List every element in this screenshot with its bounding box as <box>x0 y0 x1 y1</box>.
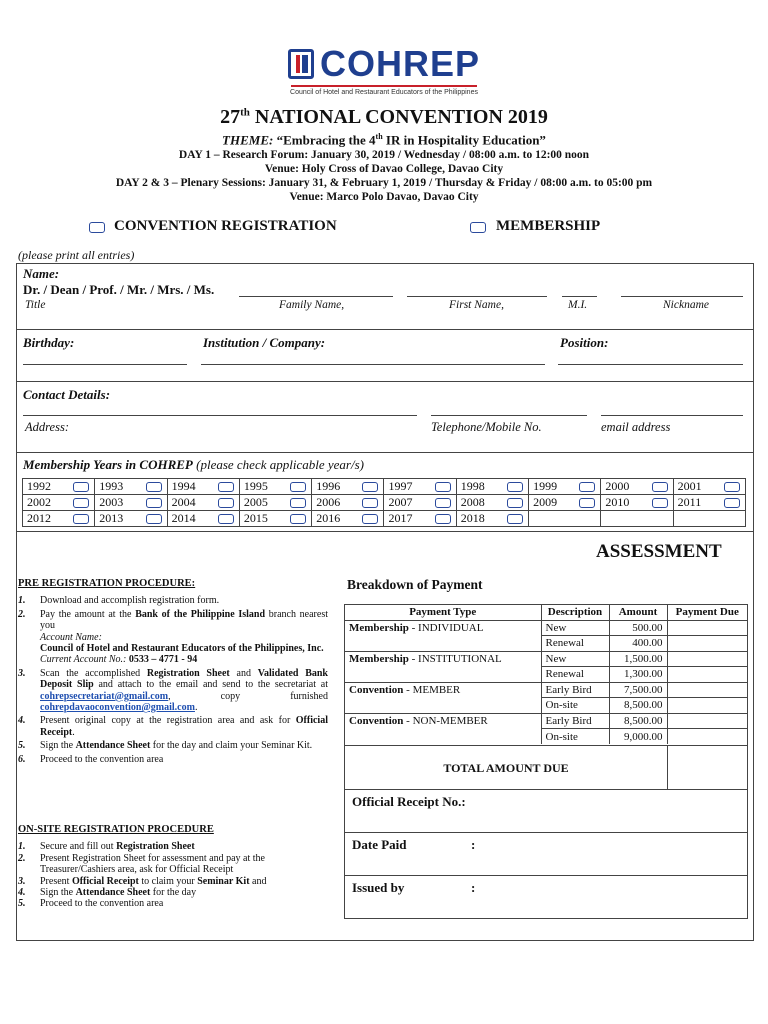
pre-registration-procedure <box>18 578 328 767</box>
print-note: (please print all entries) <box>18 248 135 262</box>
years-row <box>23 479 746 495</box>
payment-due-cell[interactable] <box>667 651 747 667</box>
year-label: 1997 <box>388 479 413 493</box>
account-no: 0533 – 4771 - 94 <box>126 654 198 666</box>
institution-label: Institution / Company: <box>203 335 326 350</box>
year-checkbox[interactable] <box>579 498 595 508</box>
step-text: branch nearest you <box>40 608 328 632</box>
year-label: 2010 <box>605 495 630 509</box>
step-number: 2. <box>18 608 26 620</box>
header-payment-type: Payment Type <box>345 605 541 620</box>
breakdown-of-payment-title: Breakdown of Payment <box>347 577 483 592</box>
birthday-label: Birthday: <box>23 335 75 350</box>
payment-description-cell: On-site <box>541 698 609 714</box>
membership-years-title: Membership Years in COHREP <box>23 457 193 472</box>
year-cell[interactable] <box>95 479 167 495</box>
step-text: Download and accomplish registration form. <box>40 595 220 607</box>
institution-field[interactable] <box>201 364 545 365</box>
pre-registration-title: PRE REGISTRATION PROCEDURE: <box>18 578 196 589</box>
step-bold: Registration Sheet <box>146 667 230 679</box>
payment-header-row <box>345 605 747 620</box>
divider <box>17 452 753 453</box>
payment-description-cell: Renewal <box>541 636 609 652</box>
year-checkbox[interactable] <box>507 514 523 524</box>
payment-row <box>345 729 747 745</box>
convention-email-link[interactable]: cohrepdavaoconvention@gmail.com <box>40 702 195 714</box>
step-text: . <box>72 726 75 738</box>
step-text: Scan the accomplished <box>40 667 147 679</box>
payment-due-cell[interactable] <box>667 729 747 745</box>
nickname-caption: Nickname <box>663 299 709 311</box>
year-cell[interactable] <box>601 479 673 495</box>
payment-type-category: Membership <box>349 622 409 634</box>
step-bold: Attendance Sheet <box>75 740 151 752</box>
pre-step-5 <box>18 740 328 751</box>
step-number: 4. <box>18 887 26 899</box>
year-label: 2015 <box>243 511 268 525</box>
onsite-step-4 <box>18 887 328 898</box>
year-label: 2006 <box>316 495 341 509</box>
year-checkbox[interactable] <box>507 498 523 508</box>
membership-years-table <box>22 478 746 527</box>
membership-label: MEMBERSHIP <box>496 218 601 234</box>
year-cell[interactable] <box>95 511 167 527</box>
salutation-options: Dr. / Dean / Prof. / Mr. / Mrs. / Ms. <box>23 282 215 297</box>
payment-type-cell <box>345 713 541 729</box>
email-caption: email address <box>601 420 671 434</box>
issued-by-label: Issued by <box>352 880 405 895</box>
header-description: Description <box>541 605 609 620</box>
year-label: 2016 <box>316 511 341 525</box>
year-checkbox[interactable] <box>724 498 740 508</box>
pre-step-4 <box>18 715 328 738</box>
year-cell[interactable] <box>673 479 745 495</box>
year-checkbox[interactable] <box>435 482 451 492</box>
year-cell[interactable] <box>23 495 95 511</box>
step-text: Secure and fill out <box>40 841 117 853</box>
year-checkbox[interactable] <box>652 482 668 492</box>
address-caption: Address: <box>25 420 69 434</box>
payment-description-cell: New <box>541 651 609 667</box>
payment-table <box>345 605 747 744</box>
membership-checkbox[interactable] <box>470 222 486 233</box>
day1-schedule: DAY 1 – Research Forum: January 30, 2019 / Wednesday / 08:00 a.m. to 12:00 noon <box>178 149 590 162</box>
year-label: 2017 <box>388 511 413 525</box>
step-text: for the day <box>150 887 197 899</box>
mi-field[interactable] <box>562 296 597 297</box>
onsite-step-3 <box>18 876 328 887</box>
theme-text-b: IR in Hospitality Education” <box>382 132 546 148</box>
payment-amount-cell: 7,500.00 <box>609 682 667 698</box>
logo-underline <box>291 85 477 87</box>
step-number: 6. <box>18 753 26 765</box>
payment-amount-cell: 8,500.00 <box>609 713 667 729</box>
step-text: Proceed to the convention area <box>40 898 164 910</box>
years-row <box>23 495 746 511</box>
year-cell[interactable] <box>312 479 384 495</box>
step-number: 1. <box>18 841 26 853</box>
payment-type-category: Convention <box>349 684 404 696</box>
step-text: , copy furnished <box>168 690 328 702</box>
title-suffix: th <box>240 106 250 119</box>
year-label: 2007 <box>388 495 413 509</box>
year-checkbox[interactable] <box>652 498 668 508</box>
onsite-step-5 <box>18 898 328 909</box>
telephone-field[interactable] <box>431 415 587 416</box>
date-paid-colon: : <box>471 837 476 852</box>
payment-due-cell[interactable] <box>667 667 747 683</box>
assessment-title: ASSESSMENT <box>596 541 722 562</box>
payment-type-subtype: - MEMBER <box>403 684 461 696</box>
payment-type-cell <box>345 667 541 683</box>
year-label: 2001 <box>677 479 702 493</box>
payment-type-subtype: - INSTITUTIONAL <box>408 653 502 665</box>
year-label: 1992 <box>27 479 51 493</box>
document-header <box>0 44 768 204</box>
onsite-step-2 <box>18 853 328 876</box>
payment-amount-cell: 8,500.00 <box>609 698 667 714</box>
year-cell <box>601 511 673 527</box>
year-label: 2005 <box>243 495 268 509</box>
year-checkbox[interactable] <box>290 482 306 492</box>
official-receipt-row[interactable] <box>345 789 747 832</box>
theme-text-a: “Embracing the 4 <box>273 132 376 148</box>
year-cell[interactable] <box>384 495 456 511</box>
convention-theme <box>0 132 768 148</box>
payment-type-cell <box>345 729 541 745</box>
year-label: 1996 <box>316 479 341 493</box>
first-name-caption: First Name, <box>449 299 504 311</box>
step-number: 1. <box>18 595 26 607</box>
position-label: Position: <box>560 335 609 350</box>
header-amount: Amount <box>609 605 667 620</box>
year-label: 2008 <box>460 495 485 509</box>
year-label: 2004 <box>171 495 196 509</box>
payment-type-subtype: - NON-MEMBER <box>403 715 488 727</box>
year-checkbox[interactable] <box>362 514 378 524</box>
year-cell[interactable] <box>239 479 311 495</box>
year-label: 2002 <box>27 495 51 509</box>
payment-due-cell[interactable] <box>667 620 747 636</box>
header-payment-due: Payment Due <box>667 605 747 620</box>
payment-row <box>345 682 747 698</box>
official-receipt-label: Official Receipt No.: <box>352 794 466 809</box>
registration-type-row <box>0 218 768 238</box>
first-name-field[interactable] <box>407 296 547 297</box>
step-number: 3. <box>18 667 26 679</box>
payment-row <box>345 667 747 683</box>
payment-type-category: Convention <box>349 715 404 727</box>
membership-years-note: (please check applicable year/s) <box>192 457 364 472</box>
year-cell[interactable] <box>384 479 456 495</box>
year-cell[interactable] <box>456 511 528 527</box>
step-text: Sign the <box>40 740 76 752</box>
year-checkbox[interactable] <box>724 482 740 492</box>
years-row <box>23 511 746 527</box>
family-name-caption: Family Name, <box>279 299 345 311</box>
step-number: 4. <box>18 715 26 727</box>
mi-caption: M.I. <box>568 299 588 311</box>
payment-description-cell: New <box>541 620 609 636</box>
year-label: 2009 <box>533 495 558 509</box>
payment-row <box>345 651 747 667</box>
year-cell[interactable] <box>239 511 311 527</box>
divider <box>667 746 668 790</box>
date-paid-row[interactable] <box>345 832 747 875</box>
convention-registration-checkbox[interactable] <box>89 222 105 233</box>
onsite-registration-procedure <box>18 824 328 910</box>
issued-by-colon: : <box>471 880 476 895</box>
year-checkbox[interactable] <box>290 498 306 508</box>
year-checkbox[interactable] <box>218 482 234 492</box>
payment-description-cell: On-site <box>541 729 609 745</box>
step-text: Present original copy at the registration area and ask for <box>40 715 296 727</box>
step-text: Present <box>40 875 72 887</box>
year-cell[interactable] <box>95 495 167 511</box>
payment-type-cell <box>345 698 541 714</box>
divider <box>17 531 753 532</box>
step-bold: Official Receipt <box>71 875 139 887</box>
year-cell[interactable] <box>167 479 239 495</box>
step-text: . <box>194 702 198 714</box>
year-cell[interactable] <box>529 479 601 495</box>
account-no-label: Current Account No.: <box>40 654 127 666</box>
year-cell[interactable] <box>239 495 311 511</box>
year-checkbox[interactable] <box>362 482 378 492</box>
step-text: Pay the amount at the <box>40 608 136 620</box>
step-text: Sign the <box>40 887 76 899</box>
year-cell <box>529 511 601 527</box>
step-bold: Seminar Kit <box>197 875 250 887</box>
day23-schedule: DAY 2 & 3 – Plenary Sessions: January 31, & February 1, 2019 / Thursday & Friday / 08:00 a.m. to 05:00 pm <box>115 177 653 190</box>
nickname-field[interactable] <box>621 296 743 297</box>
membership-years-label <box>23 457 364 473</box>
year-label: 2014 <box>171 511 196 525</box>
step-text: and <box>249 875 267 887</box>
payment-type-cell <box>345 651 541 667</box>
year-label: 1994 <box>171 479 196 493</box>
year-checkbox[interactable] <box>146 482 162 492</box>
step-text: Present Registration Sheet for assessment and pay at the Treasurer/Cashiers area, ask for Official Receipt <box>40 852 265 876</box>
year-checkbox[interactable] <box>435 514 451 524</box>
pre-step-6 <box>18 754 328 765</box>
payment-type-cell <box>345 620 541 636</box>
name-label: Name: <box>23 266 60 281</box>
year-checkbox[interactable] <box>73 498 89 508</box>
payment-description-cell: Renewal <box>541 667 609 683</box>
year-cell[interactable] <box>23 511 95 527</box>
year-checkbox[interactable] <box>146 514 162 524</box>
step-bold: Attendance Sheet <box>75 887 151 899</box>
theme-label: THEME: <box>222 132 274 148</box>
payment-amount-cell: 1,300.00 <box>609 667 667 683</box>
year-cell[interactable] <box>384 511 456 527</box>
year-checkbox[interactable] <box>73 514 89 524</box>
payment-box <box>344 604 748 919</box>
year-checkbox[interactable] <box>290 514 306 524</box>
pre-step-1 <box>18 595 328 606</box>
address-field[interactable] <box>23 415 417 416</box>
day23-venue: Venue: Marco Polo Davao, Davao City <box>289 191 479 204</box>
total-amount-row <box>345 745 747 789</box>
step-bold: Registration Sheet <box>116 841 195 853</box>
logo-text: COHREP <box>319 43 481 84</box>
divider <box>17 381 753 382</box>
divider <box>17 329 753 330</box>
title-caption: Title <box>25 299 46 311</box>
payment-row <box>345 713 747 729</box>
year-checkbox[interactable] <box>218 498 234 508</box>
cohrep-logo-icon <box>288 49 314 79</box>
year-checkbox[interactable] <box>218 514 234 524</box>
payment-amount-cell: 500.00 <box>609 620 667 636</box>
year-cell[interactable] <box>529 495 601 511</box>
onsite-registration-title: ON-SITE REGISTRATION PROCEDURE <box>18 824 214 835</box>
year-cell[interactable] <box>23 479 95 495</box>
step-text: and <box>229 667 258 679</box>
telephone-caption: Telephone/Mobile No. <box>431 420 542 434</box>
year-checkbox[interactable] <box>579 482 595 492</box>
date-paid-label: Date Paid <box>352 837 407 852</box>
payment-amount-cell: 9,000.00 <box>609 729 667 745</box>
year-checkbox[interactable] <box>73 482 89 492</box>
step-text: to claim your <box>138 875 198 887</box>
pre-step-3 <box>18 668 328 714</box>
payment-amount-cell: 1,500.00 <box>609 651 667 667</box>
logo-subtitle: Council of Hotel and Restaurant Educators of the Philippines <box>290 89 478 96</box>
total-amount-label: TOTAL AMOUNT DUE <box>443 761 569 775</box>
day1-venue: Venue: Holy Cross of Davao College, Davao City <box>264 163 504 176</box>
year-label: 1995 <box>243 479 268 493</box>
step-number: 5. <box>18 898 26 910</box>
title-text: NATIONAL CONVENTION 2019 <box>249 106 548 128</box>
payment-description-cell: Early Bird <box>541 713 609 729</box>
step-number: 3. <box>18 875 26 887</box>
payment-due-cell[interactable] <box>667 698 747 714</box>
payment-due-cell[interactable] <box>667 682 747 698</box>
year-label: 2003 <box>99 495 124 509</box>
year-label: 2000 <box>605 479 630 493</box>
payment-description-cell: Early Bird <box>541 682 609 698</box>
theme-suffix: th <box>375 132 383 141</box>
year-checkbox[interactable] <box>435 498 451 508</box>
account-name: Council of Hotel and Restaurant Educators of the Philippines, Inc. <box>40 643 324 655</box>
year-label: 1998 <box>460 479 485 493</box>
step-bold: Official Receipt <box>40 715 328 738</box>
contact-details-label: Contact Details: <box>23 387 111 402</box>
year-cell[interactable] <box>601 495 673 511</box>
birthday-field[interactable] <box>23 364 187 365</box>
year-label: 1993 <box>99 479 124 493</box>
logo <box>0 44 768 84</box>
bank-name: Bank of the Philippine Island <box>135 608 266 620</box>
year-cell[interactable] <box>456 495 528 511</box>
onsite-step-1 <box>18 841 328 852</box>
year-cell[interactable] <box>167 511 239 527</box>
payment-row <box>345 620 747 636</box>
title-number: 27 <box>220 106 241 128</box>
payment-type-cell <box>345 682 541 698</box>
payment-type-category: Membership <box>349 653 409 665</box>
convention-registration-label: CONVENTION REGISTRATION <box>114 218 337 234</box>
year-cell[interactable] <box>673 495 745 511</box>
year-label: 2013 <box>99 511 124 525</box>
payment-type-subtype: - INDIVIDUAL <box>408 622 484 634</box>
year-cell[interactable] <box>312 511 384 527</box>
year-label: 2012 <box>27 511 51 525</box>
payment-due-cell[interactable] <box>667 636 747 652</box>
year-checkbox[interactable] <box>146 498 162 508</box>
position-field[interactable] <box>558 364 743 365</box>
account-name-label: Account Name: <box>40 631 102 643</box>
step-text: and attach to the email and send to the secretariat at <box>93 679 329 691</box>
issued-by-row[interactable] <box>345 875 747 919</box>
payment-row <box>345 698 747 714</box>
email-field[interactable] <box>601 415 743 416</box>
family-name-field[interactable] <box>239 296 393 297</box>
year-cell[interactable] <box>456 479 528 495</box>
year-cell[interactable] <box>312 495 384 511</box>
year-cell <box>673 511 745 527</box>
payment-row <box>345 636 747 652</box>
year-label: 1999 <box>533 479 558 493</box>
payment-type-cell <box>345 636 541 652</box>
step-number: 2. <box>18 852 26 864</box>
step-text: Proceed to the convention area <box>40 753 164 765</box>
payment-due-cell[interactable] <box>667 713 747 729</box>
secretariat-email-link[interactable]: cohrepsecretariat@gmail.com <box>40 690 169 702</box>
year-cell[interactable] <box>167 495 239 511</box>
year-checkbox[interactable] <box>362 498 378 508</box>
payment-amount-cell: 400.00 <box>609 636 667 652</box>
step-bold: Validated Bank Deposit Slip <box>40 667 328 691</box>
year-label: 2011 <box>677 495 702 509</box>
year-checkbox[interactable] <box>507 482 523 492</box>
convention-title <box>0 106 768 129</box>
pre-step-2 <box>18 609 328 666</box>
step-text: for the day and claim your Seminar Kit. <box>150 740 313 752</box>
step-number: 5. <box>18 740 26 752</box>
year-label: 2018 <box>460 511 485 525</box>
